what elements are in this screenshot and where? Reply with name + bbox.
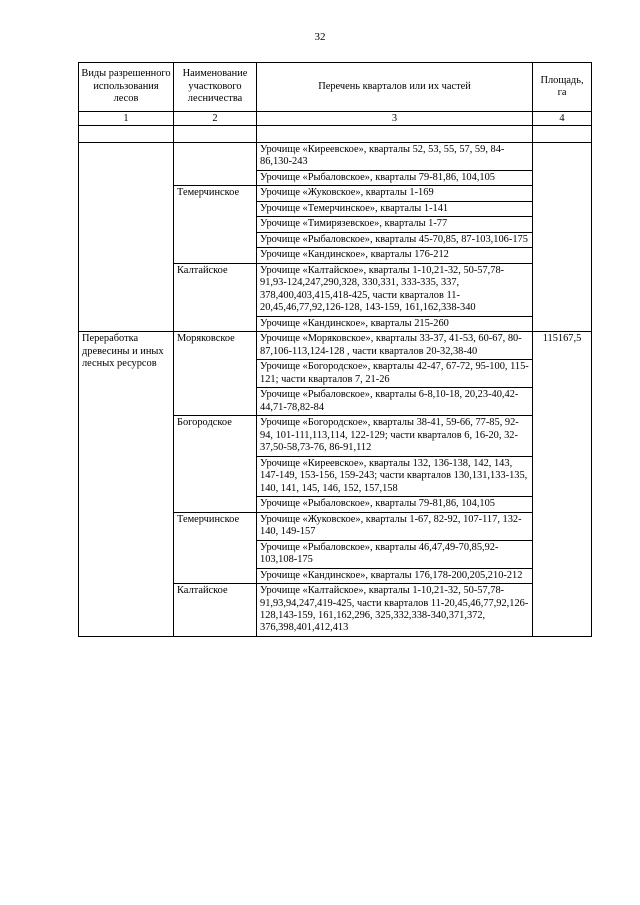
quarters-cell: Урочище «Рыбаловское», кварталы 46,47,49-70,85,92-103,108-175 <box>257 540 533 568</box>
empty-cell <box>79 126 174 143</box>
quarters-cell: Урочище «Жуковское», кварталы 1-169 <box>257 186 533 201</box>
forestry-cell: Темерчинское <box>174 512 257 583</box>
empty-cell <box>257 126 533 143</box>
quarters-cell: Урочище «Темерчинское», кварталы 1-141 <box>257 201 533 216</box>
header-forestry-name: Наименование участкового лесничества <box>174 63 257 112</box>
header-forest-use-type: Виды разрешенного использования лесов <box>79 63 174 112</box>
forestry-cell <box>174 143 257 186</box>
quarters-cell: Урочище «Богородское», кварталы 38-41, 59-66, 77-85, 92-94, 101-111,113,114, 122-129; части кварталов 6, 16-20, 32-37,50-58,73-76, 86-91,112 <box>257 416 533 456</box>
quarters-cell: Урочище «Рыбаловское», кварталы 6-8,10-18, 20,23-40,42-44,71-78,82-84 <box>257 388 533 416</box>
area-cell <box>533 143 592 332</box>
quarters-cell: Урочище «Богородское», кварталы 42-47, 67-72, 95-100, 115-121; части кварталов 7, 21-26 <box>257 360 533 388</box>
column-number: 4 <box>533 112 592 126</box>
header-quarters-list: Перечень кварталов или их частей <box>257 63 533 112</box>
quarters-cell: Урочище «Моряковское», кварталы 33-37, 41-53, 60-67, 80-87,106-113,124-128 , части кварталов 20-32,38-40 <box>257 332 533 360</box>
quarters-cell: Урочище «Киреевское», кварталы 52, 53, 55, 57, 59, 84-86,130-243 <box>257 143 533 171</box>
forestry-cell: Моряковское <box>174 332 257 416</box>
header-area: Площадь, га <box>533 63 592 112</box>
table-row <box>79 332 592 360</box>
quarters-cell: Урочище «Калтайское», кварталы 1-10,21-32, 50-57,78-91,93-124,247,290,328, 330,331, 333-335, 337, 378,400,403,415,418-425, части кварталов 11-20,45,46,77,92,126-128, 143-159, 161,162,338-340 <box>257 263 533 316</box>
column-number: 2 <box>174 112 257 126</box>
forest-use-table <box>78 62 592 637</box>
column-numbers-row <box>79 112 592 126</box>
use-type-cell: Переработка древесины и иных лесных ресурсов <box>79 332 174 637</box>
quarters-cell: Урочище «Жуковское», кварталы 1-67, 82-92, 107-117, 132-140, 149-157 <box>257 512 533 540</box>
use-type-cell <box>79 143 174 332</box>
page-number: 32 <box>314 31 326 43</box>
quarters-cell: Урочище «Рыбаловское», кварталы 45-70,85, 87-103,106-175 <box>257 232 533 247</box>
column-number: 3 <box>257 112 533 126</box>
empty-cell <box>174 126 257 143</box>
empty-cell <box>533 126 592 143</box>
table-row <box>79 143 592 171</box>
area-cell: 115167,5 <box>533 332 592 637</box>
quarters-cell: Урочище «Калтайское», кварталы 1-10,21-32, 50-57,78-91,93,94,247,419-425, части кварталов 11-20,45,46,77,92,126-128,143-159, 161,162,296, 325,332,338-340,371,372, 376,398,401,412,413 <box>257 584 533 637</box>
forestry-cell: Калтайское <box>174 584 257 637</box>
quarters-cell: Урочище «Тимирязевское», кварталы 1-77 <box>257 217 533 232</box>
quarters-cell: Урочище «Кандинское», кварталы 176-212 <box>257 248 533 263</box>
quarters-cell: Урочище «Кандинское», кварталы 215-260 <box>257 316 533 331</box>
column-number: 1 <box>79 112 174 126</box>
quarters-cell: Урочище «Киреевское», кварталы 132, 136-138, 142, 143, 147-149, 153-156, 159-243; части кварталов 130,131,133-135, 140, 141, 145, 146, 152, 157,158 <box>257 456 533 496</box>
forestry-cell: Калтайское <box>174 263 257 331</box>
forestry-cell: Богородское <box>174 416 257 512</box>
forestry-cell: Темерчинское <box>174 186 257 263</box>
spacer-row <box>79 126 592 143</box>
table-header-row <box>79 63 592 112</box>
quarters-cell: Урочище «Рыбаловское», кварталы 79-81,86, 104,105 <box>257 497 533 512</box>
quarters-cell: Урочище «Рыбаловское», кварталы 79-81,86, 104,105 <box>257 170 533 185</box>
quarters-cell: Урочище «Кандинское», кварталы 176,178-200,205,210-212 <box>257 568 533 583</box>
